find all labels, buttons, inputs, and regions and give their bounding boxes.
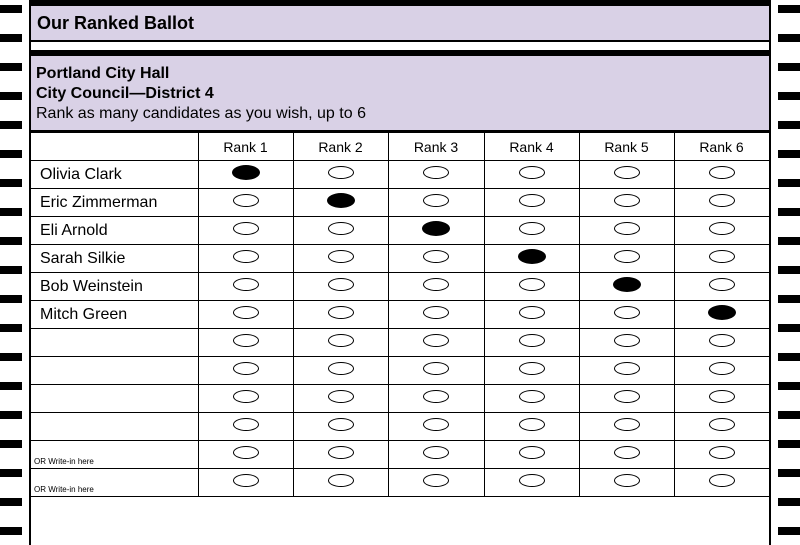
rank-cell <box>579 273 674 301</box>
rank-cell <box>293 189 388 217</box>
rank-cell <box>484 413 579 441</box>
empty-oval[interactable] <box>233 446 259 459</box>
empty-oval[interactable] <box>233 306 259 319</box>
rank-cell <box>674 413 769 441</box>
rank-cell <box>198 301 293 329</box>
empty-oval[interactable] <box>519 418 545 431</box>
empty-oval[interactable] <box>519 446 545 459</box>
empty-oval[interactable] <box>614 250 640 263</box>
timing-mark <box>778 92 800 100</box>
rank-cell <box>674 273 769 301</box>
rank-cell <box>388 441 484 469</box>
candidate-name <box>31 357 198 385</box>
timing-mark <box>778 179 800 187</box>
empty-oval[interactable] <box>709 194 735 207</box>
rank-cell <box>388 357 484 385</box>
rank-cell <box>579 217 674 245</box>
empty-oval[interactable] <box>423 446 449 459</box>
empty-oval[interactable] <box>328 166 354 179</box>
rank-cell <box>579 245 674 273</box>
rank-cell <box>388 217 484 245</box>
candidate-row <box>31 413 769 441</box>
contest-office: City Council—District 4 <box>36 85 214 102</box>
rank-cell <box>674 161 769 189</box>
empty-oval[interactable] <box>519 166 545 179</box>
rank-cell <box>579 385 674 413</box>
rank-cell <box>293 441 388 469</box>
ranking-grid <box>31 132 770 497</box>
empty-oval[interactable] <box>423 306 449 319</box>
empty-oval[interactable] <box>614 222 640 235</box>
timing-marks-right <box>778 0 800 545</box>
empty-oval[interactable] <box>328 446 354 459</box>
timing-mark <box>0 150 22 158</box>
rank-cell <box>198 469 293 497</box>
rank-cell <box>198 357 293 385</box>
timing-mark <box>0 34 22 42</box>
candidate-row <box>31 469 769 497</box>
rank-cell <box>674 329 769 357</box>
empty-oval[interactable] <box>709 390 735 403</box>
rank-cell <box>674 245 769 273</box>
rank-cell <box>293 301 388 329</box>
filled-oval[interactable] <box>708 305 736 320</box>
rank-cell <box>484 301 579 329</box>
rank-cell <box>484 441 579 469</box>
empty-oval[interactable] <box>328 250 354 263</box>
rank-header: Rank 4 <box>484 133 579 161</box>
empty-oval[interactable] <box>614 474 640 487</box>
rank-cell <box>198 441 293 469</box>
timing-mark <box>778 411 800 419</box>
empty-oval[interactable] <box>423 362 449 375</box>
rank-cell <box>388 413 484 441</box>
empty-oval[interactable] <box>233 362 259 375</box>
rank-cell <box>484 217 579 245</box>
empty-oval[interactable] <box>328 390 354 403</box>
filled-oval[interactable] <box>327 193 355 208</box>
rank-cell <box>674 189 769 217</box>
rank-cell <box>579 189 674 217</box>
rank-cell <box>484 385 579 413</box>
empty-oval[interactable] <box>709 446 735 459</box>
rank-cell <box>293 161 388 189</box>
rank-cell <box>484 329 579 357</box>
filled-oval[interactable] <box>518 249 546 264</box>
timing-mark <box>0 266 22 274</box>
rank-cell <box>293 385 388 413</box>
empty-oval[interactable] <box>709 362 735 375</box>
empty-oval[interactable] <box>519 474 545 487</box>
rank-header: Rank 1 <box>198 133 293 161</box>
candidate-row <box>31 245 769 273</box>
timing-mark <box>778 208 800 216</box>
empty-oval[interactable] <box>423 390 449 403</box>
timing-mark <box>0 469 22 477</box>
rank-cell <box>198 245 293 273</box>
timing-mark <box>0 63 22 71</box>
timing-mark <box>778 266 800 274</box>
rank-cell <box>293 357 388 385</box>
timing-marks-left <box>0 0 22 545</box>
candidate-name: Olivia Clark <box>31 161 198 189</box>
rank-cell <box>484 245 579 273</box>
empty-oval[interactable] <box>328 362 354 375</box>
timing-mark <box>778 121 800 129</box>
rank-cell <box>388 385 484 413</box>
candidate-name: Bob Weinstein <box>31 273 198 301</box>
timing-mark <box>0 498 22 506</box>
empty-oval[interactable] <box>423 250 449 263</box>
timing-mark <box>0 121 22 129</box>
empty-oval[interactable] <box>519 278 545 291</box>
write-in-label[interactable]: OR Write-in here <box>31 469 198 497</box>
timing-mark <box>778 324 800 332</box>
candidate-row <box>31 273 769 301</box>
empty-oval[interactable] <box>328 306 354 319</box>
empty-oval[interactable] <box>233 250 259 263</box>
rank-cell <box>388 469 484 497</box>
empty-oval[interactable] <box>423 166 449 179</box>
rank-cell <box>198 217 293 245</box>
contest-header <box>31 56 769 132</box>
empty-oval[interactable] <box>614 446 640 459</box>
contest-location: Portland City Hall <box>36 65 170 82</box>
filled-oval[interactable] <box>613 277 641 292</box>
rank-cell <box>579 161 674 189</box>
empty-oval[interactable] <box>614 334 640 347</box>
rank-cell <box>579 413 674 441</box>
timing-mark <box>0 353 22 361</box>
rank-cell <box>388 329 484 357</box>
empty-oval[interactable] <box>519 334 545 347</box>
candidate-row <box>31 189 769 217</box>
filled-oval[interactable] <box>232 165 260 180</box>
empty-oval[interactable] <box>614 418 640 431</box>
rank-cell <box>293 217 388 245</box>
rank-cell <box>484 161 579 189</box>
candidate-name: Eric Zimmerman <box>31 189 198 217</box>
empty-oval[interactable] <box>233 390 259 403</box>
candidate-name <box>31 413 198 441</box>
candidate-name: Eli Arnold <box>31 217 198 245</box>
empty-oval[interactable] <box>233 222 259 235</box>
rank-cell <box>579 357 674 385</box>
empty-oval[interactable] <box>519 194 545 207</box>
empty-oval[interactable] <box>328 278 354 291</box>
rank-cell <box>484 357 579 385</box>
empty-oval[interactable] <box>614 306 640 319</box>
empty-oval[interactable] <box>614 194 640 207</box>
rank-cell <box>198 273 293 301</box>
rank-cell <box>388 189 484 217</box>
empty-oval[interactable] <box>709 474 735 487</box>
empty-oval[interactable] <box>709 334 735 347</box>
rank-cell <box>484 273 579 301</box>
filled-oval[interactable] <box>422 221 450 236</box>
timing-mark <box>0 179 22 187</box>
rank-header: Rank 5 <box>579 133 674 161</box>
rank-header: Rank 2 <box>293 133 388 161</box>
timing-mark <box>778 295 800 303</box>
rank-cell <box>388 273 484 301</box>
empty-oval[interactable] <box>519 390 545 403</box>
candidate-row <box>31 441 769 469</box>
empty-oval[interactable] <box>614 362 640 375</box>
timing-mark <box>778 382 800 390</box>
timing-mark <box>778 469 800 477</box>
candidate-row <box>31 385 769 413</box>
candidate-row <box>31 217 769 245</box>
rank-cell <box>674 385 769 413</box>
rank-cell <box>293 329 388 357</box>
timing-mark <box>0 237 22 245</box>
rank-cell <box>293 413 388 441</box>
rank-cell <box>674 469 769 497</box>
rank-cell <box>579 301 674 329</box>
empty-oval[interactable] <box>328 222 354 235</box>
candidate-row <box>31 329 769 357</box>
empty-oval[interactable] <box>423 334 449 347</box>
empty-oval[interactable] <box>233 474 259 487</box>
timing-mark <box>0 295 22 303</box>
candidate-row <box>31 301 769 329</box>
empty-oval[interactable] <box>614 390 640 403</box>
rank-cell <box>484 469 579 497</box>
rank-cell <box>388 245 484 273</box>
empty-oval[interactable] <box>233 334 259 347</box>
candidate-name <box>31 329 198 357</box>
timing-mark <box>0 440 22 448</box>
header-blank-cell <box>31 133 198 161</box>
empty-oval[interactable] <box>423 278 449 291</box>
timing-mark <box>778 353 800 361</box>
rank-cell <box>674 301 769 329</box>
rank-cell <box>198 161 293 189</box>
timing-mark <box>0 411 22 419</box>
candidate-name: Sarah Silkie <box>31 245 198 273</box>
empty-oval[interactable] <box>519 362 545 375</box>
write-in-label[interactable]: OR Write-in here <box>31 441 198 469</box>
rank-cell <box>579 329 674 357</box>
empty-oval[interactable] <box>233 278 259 291</box>
rank-cell <box>674 217 769 245</box>
empty-oval[interactable] <box>709 166 735 179</box>
rank-cell <box>198 413 293 441</box>
empty-oval[interactable] <box>423 418 449 431</box>
empty-oval[interactable] <box>709 250 735 263</box>
candidate-name <box>31 385 198 413</box>
empty-oval[interactable] <box>709 418 735 431</box>
timing-mark <box>778 5 800 13</box>
rank-cell <box>198 329 293 357</box>
empty-oval[interactable] <box>423 194 449 207</box>
ballot-title: Our Ranked Ballot <box>31 6 769 42</box>
empty-oval[interactable] <box>519 222 545 235</box>
rank-cell <box>579 469 674 497</box>
timing-mark <box>778 527 800 535</box>
timing-mark <box>0 5 22 13</box>
rank-cell <box>293 469 388 497</box>
rank-header: Rank 3 <box>388 133 484 161</box>
candidate-row <box>31 357 769 385</box>
rank-cell <box>388 161 484 189</box>
empty-oval[interactable] <box>519 306 545 319</box>
rank-cell <box>388 301 484 329</box>
timing-mark <box>778 237 800 245</box>
timing-mark <box>0 92 22 100</box>
empty-oval[interactable] <box>614 166 640 179</box>
rank-cell <box>293 245 388 273</box>
rank-cell <box>198 189 293 217</box>
empty-oval[interactable] <box>709 222 735 235</box>
empty-oval[interactable] <box>233 418 259 431</box>
rank-header: Rank 6 <box>674 133 769 161</box>
timing-mark <box>0 527 22 535</box>
timing-mark <box>0 382 22 390</box>
candidate-row <box>31 161 769 189</box>
rank-cell <box>674 357 769 385</box>
rank-cell <box>579 441 674 469</box>
empty-oval[interactable] <box>233 194 259 207</box>
timing-mark <box>0 208 22 216</box>
empty-oval[interactable] <box>328 418 354 431</box>
rank-cell <box>674 441 769 469</box>
timing-mark <box>0 324 22 332</box>
candidate-rows <box>31 161 769 497</box>
timing-mark <box>778 440 800 448</box>
rank-cell <box>198 385 293 413</box>
rank-cell <box>293 273 388 301</box>
empty-oval[interactable] <box>423 474 449 487</box>
timing-mark <box>778 34 800 42</box>
empty-oval[interactable] <box>328 474 354 487</box>
candidate-name: Mitch Green <box>31 301 198 329</box>
timing-mark <box>778 63 800 71</box>
contest-instructions: Rank as many candidates as you wish, up to 6 <box>36 105 366 122</box>
rank-cell <box>484 189 579 217</box>
timing-mark <box>778 498 800 506</box>
timing-mark <box>778 150 800 158</box>
rank-header-row <box>31 133 769 161</box>
empty-oval[interactable] <box>328 334 354 347</box>
empty-oval[interactable] <box>709 278 735 291</box>
